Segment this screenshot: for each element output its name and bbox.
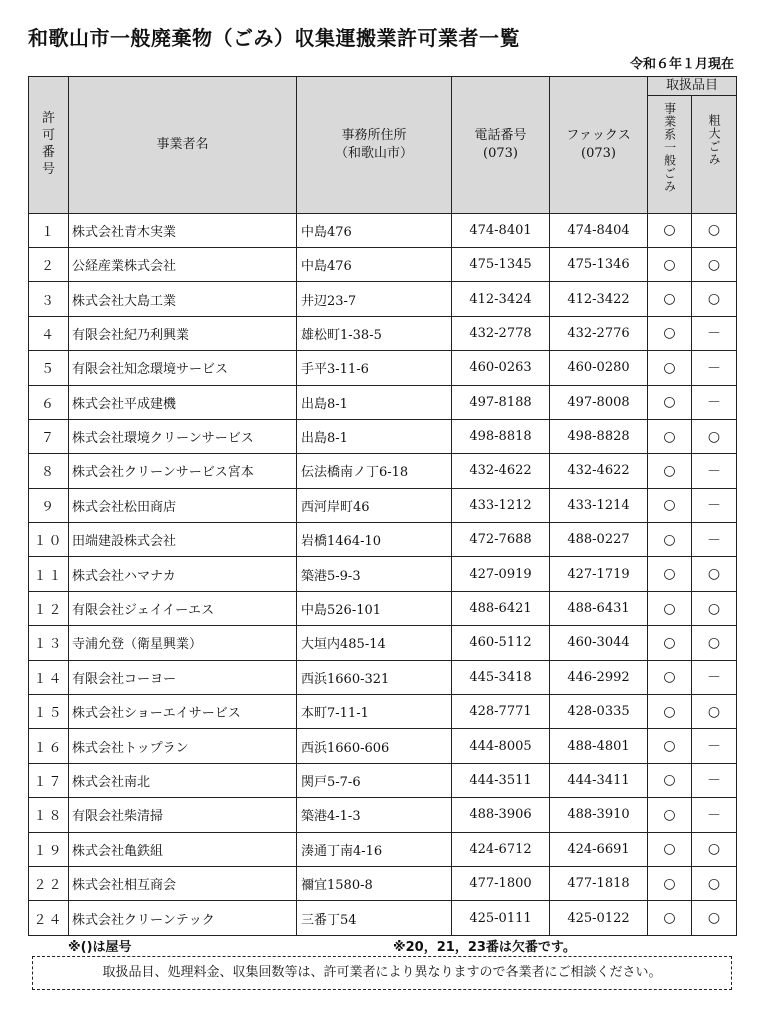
table-row: [29, 213, 737, 247]
fax-cell: 427-1719: [550, 557, 648, 591]
business-waste-mark: ○: [648, 454, 692, 488]
footnote-missing-numbers: ※20，21，23番は欠番です。: [393, 940, 576, 955]
address-cell: 井辺23-7: [297, 282, 452, 316]
business-waste-mark: ○: [648, 351, 692, 385]
business-waste-mark: ○: [648, 591, 692, 625]
table-row: [29, 832, 737, 866]
address-cell: 雄松町1-38-5: [297, 316, 452, 350]
tel-cell: 460-0263: [452, 351, 550, 385]
business-waste-mark: ○: [648, 660, 692, 694]
address-cell: 大垣内485-14: [297, 626, 452, 660]
address-cell: 西浜1660-606: [297, 729, 452, 763]
table-row: [29, 557, 737, 591]
tel-cell: 488-6421: [452, 591, 550, 625]
tel-cell: 424-6712: [452, 832, 550, 866]
footnote-trade-name: ※()は屋号: [68, 940, 132, 955]
address-cell: 出島8-1: [297, 419, 452, 453]
tel-cell: 445-3418: [452, 660, 550, 694]
company-name-cell: 株式会社ショーエイサービス: [69, 695, 297, 729]
header-permit-no-2: 可: [41, 127, 55, 143]
bulky-waste-mark: ○: [692, 695, 737, 729]
fax-cell: 498-8828: [550, 419, 648, 453]
table-row: [29, 247, 737, 281]
fax-cell: 446-2992: [550, 660, 648, 694]
address-cell: 築港4-1-3: [297, 798, 452, 832]
tel-cell: 433-1212: [452, 488, 550, 522]
business-waste-mark: ○: [648, 763, 692, 797]
table-row: [29, 282, 737, 316]
fax-cell: 428-0335: [550, 695, 648, 729]
fax-cell: 432-4622: [550, 454, 648, 488]
fax-cell: 475-1346: [550, 247, 648, 281]
table-row: [29, 626, 737, 660]
company-name-cell: 田端建設株式会社: [69, 523, 297, 557]
permit-no-cell: ９: [29, 488, 69, 522]
tel-cell: 432-2778: [452, 316, 550, 350]
address-cell: 築港5-9-3: [297, 557, 452, 591]
table-row: [29, 385, 737, 419]
tel-cell: 474-8401: [452, 213, 550, 247]
fax-cell: 477-1818: [550, 866, 648, 900]
company-name-cell: 株式会社環境クリーンサービス: [69, 419, 297, 453]
tel-cell: 412-3424: [452, 282, 550, 316]
tel-cell: 477-1800: [452, 866, 550, 900]
permit-no-cell: １: [29, 213, 69, 247]
bulky-waste-mark: －: [692, 798, 737, 832]
tel-cell: 497-8188: [452, 385, 550, 419]
permit-no-cell: ２４: [29, 901, 69, 935]
company-name-cell: 株式会社松田商店: [69, 488, 297, 522]
address-cell: 関戸5-7-6: [297, 763, 452, 797]
table-row: [29, 695, 737, 729]
fax-cell: 425-0122: [550, 901, 648, 935]
company-name-cell: 株式会社南北: [69, 763, 297, 797]
fax-cell: 474-8404: [550, 213, 648, 247]
tel-cell: 488-3906: [452, 798, 550, 832]
fax-cell: 460-3044: [550, 626, 648, 660]
table-row: [29, 351, 737, 385]
tel-cell: 475-1345: [452, 247, 550, 281]
company-name-cell: 株式会社トップラン: [69, 729, 297, 763]
header-tel-line2: (073): [483, 145, 518, 161]
permit-no-cell: ２: [29, 247, 69, 281]
fax-cell: 488-4801: [550, 729, 648, 763]
company-name-cell: 有限会社コーヨー: [69, 660, 297, 694]
table-row: [29, 591, 737, 625]
table-row: [29, 523, 737, 557]
page-title: 和歌山市一般廃棄物（ごみ）収集運搬業許可業者一覧: [28, 26, 520, 50]
business-waste-mark: ○: [648, 557, 692, 591]
tel-cell: 427-0919: [452, 557, 550, 591]
company-name-cell: 株式会社平成建機: [69, 385, 297, 419]
address-cell: 伝法橋南ノ丁6-18: [297, 454, 452, 488]
address-cell: 三番丁54: [297, 901, 452, 935]
business-waste-mark: ○: [648, 866, 692, 900]
tel-cell: 460-5112: [452, 626, 550, 660]
table-row: [29, 419, 737, 453]
tel-cell: 498-8818: [452, 419, 550, 453]
header-address-line2: （和歌山市）: [334, 145, 413, 161]
permit-no-cell: １５: [29, 695, 69, 729]
address-cell: 手平3-11-6: [297, 351, 452, 385]
company-name-cell: 有限会社柴清掃: [69, 798, 297, 832]
header-permit-no-4: 号: [41, 161, 55, 177]
header-permit-no-1: 許: [41, 110, 55, 126]
tel-cell: 425-0111: [452, 901, 550, 935]
fax-cell: 460-0280: [550, 351, 648, 385]
bulky-waste-mark: ○: [692, 591, 737, 625]
business-waste-mark: ○: [648, 488, 692, 522]
business-waste-mark: ○: [648, 695, 692, 729]
header-fax-line2: (073): [581, 145, 616, 161]
bulky-waste-mark: ○: [692, 832, 737, 866]
table-row: [29, 729, 737, 763]
permit-no-cell: ５: [29, 351, 69, 385]
business-waste-mark: ○: [648, 626, 692, 660]
permit-no-cell: １０: [29, 523, 69, 557]
bulky-waste-mark: ○: [692, 213, 737, 247]
header-tel-line1: 電話番号: [474, 128, 527, 144]
bulky-waste-mark: －: [692, 523, 737, 557]
permit-no-cell: １７: [29, 763, 69, 797]
business-waste-mark: ○: [648, 385, 692, 419]
fax-cell: 497-8008: [550, 385, 648, 419]
business-waste-mark: ○: [648, 213, 692, 247]
business-waste-mark: ○: [648, 523, 692, 557]
address-cell: 西河岸町46: [297, 488, 452, 522]
permit-no-cell: １２: [29, 591, 69, 625]
permit-no-cell: １８: [29, 798, 69, 832]
header-business-waste-text: 事業系一般ごみ: [662, 101, 677, 193]
header-name: 事業者名: [69, 77, 297, 214]
address-cell: 西浜1660-321: [297, 660, 452, 694]
company-name-cell: 有限会社知念環境サービス: [69, 351, 297, 385]
header-address-line1: 事務所住所: [341, 128, 407, 144]
table-row: [29, 660, 737, 694]
notice-box: 取扱品目、処理料金、収集回数等は、許可業者により異なりますので各業者にご相談ください。: [32, 956, 732, 990]
header-bulky-waste-text: 粗大ごみ: [707, 113, 722, 166]
address-cell: 中島526-101: [297, 591, 452, 625]
header-tel: [452, 77, 550, 214]
business-waste-mark: ○: [648, 247, 692, 281]
header-address: [297, 77, 452, 214]
table-row: [29, 488, 737, 522]
table-row: [29, 866, 737, 900]
business-waste-mark: ○: [648, 316, 692, 350]
bulky-waste-mark: －: [692, 316, 737, 350]
fax-cell: 433-1214: [550, 488, 648, 522]
company-name-cell: 有限会社ジェイイーエス: [69, 591, 297, 625]
permit-no-cell: ４: [29, 316, 69, 350]
company-name-cell: 株式会社クリーンサービス宮本: [69, 454, 297, 488]
bulky-waste-mark: ○: [692, 866, 737, 900]
bulky-waste-mark: －: [692, 660, 737, 694]
table-row: [29, 901, 737, 935]
address-cell: 中島476: [297, 247, 452, 281]
bulky-waste-mark: －: [692, 763, 737, 797]
fax-cell: 424-6691: [550, 832, 648, 866]
table-row: [29, 454, 737, 488]
header-fax-line1: ファックス: [566, 128, 631, 144]
tel-cell: 472-7688: [452, 523, 550, 557]
fax-cell: 432-2776: [550, 316, 648, 350]
business-waste-mark: ○: [648, 901, 692, 935]
permit-no-cell: ８: [29, 454, 69, 488]
address-cell: 禰宜1580-8: [297, 866, 452, 900]
fax-cell: 488-0227: [550, 523, 648, 557]
table-row: [29, 798, 737, 832]
address-cell: 中島476: [297, 213, 452, 247]
address-cell: 岩橋1464-10: [297, 523, 452, 557]
business-waste-mark: ○: [648, 282, 692, 316]
bulky-waste-mark: ○: [692, 901, 737, 935]
tel-cell: 444-8005: [452, 729, 550, 763]
header-bulky-waste: [692, 95, 737, 213]
company-name-cell: 株式会社クリーンテック: [69, 901, 297, 935]
bulky-waste-mark: －: [692, 351, 737, 385]
tel-cell: 432-4622: [452, 454, 550, 488]
permit-no-cell: １３: [29, 626, 69, 660]
permit-no-cell: １４: [29, 660, 69, 694]
bulky-waste-mark: －: [692, 385, 737, 419]
company-name-cell: 株式会社相互商会: [69, 866, 297, 900]
company-name-cell: 株式会社青木実業: [69, 213, 297, 247]
fax-cell: 444-3411: [550, 763, 648, 797]
permit-no-cell: ６: [29, 385, 69, 419]
address-cell: 本町7-11-1: [297, 695, 452, 729]
table-row: [29, 316, 737, 350]
as-of-date: 令和６年１月現在: [629, 57, 734, 72]
bulky-waste-mark: －: [692, 488, 737, 522]
header-permit-no-3: 番: [41, 144, 55, 160]
address-cell: 出島8-1: [297, 385, 452, 419]
company-name-cell: 公経産業株式会社: [69, 247, 297, 281]
bulky-waste-mark: ○: [692, 557, 737, 591]
permit-no-cell: ２２: [29, 866, 69, 900]
permit-no-cell: ７: [29, 419, 69, 453]
bulky-waste-mark: ○: [692, 282, 737, 316]
bulky-waste-mark: －: [692, 454, 737, 488]
permit-holders-table: [28, 76, 737, 936]
fax-cell: 488-3910: [550, 798, 648, 832]
company-name-cell: 株式会社亀鉄組: [69, 832, 297, 866]
bulky-waste-mark: －: [692, 729, 737, 763]
fax-cell: 488-6431: [550, 591, 648, 625]
fax-cell: 412-3422: [550, 282, 648, 316]
bulky-waste-mark: ○: [692, 626, 737, 660]
company-name-cell: 寺浦允登（衛星興業）: [69, 626, 297, 660]
bulky-waste-mark: ○: [692, 247, 737, 281]
company-name-cell: 株式会社大島工業: [69, 282, 297, 316]
header-business-waste: [648, 95, 692, 213]
permit-no-cell: ３: [29, 282, 69, 316]
bulky-waste-mark: ○: [692, 419, 737, 453]
permit-no-cell: １９: [29, 832, 69, 866]
business-waste-mark: ○: [648, 798, 692, 832]
header-fax: [550, 77, 648, 214]
business-waste-mark: ○: [648, 729, 692, 763]
company-name-cell: 有限会社紀乃利興業: [69, 316, 297, 350]
header-handling: 取扱品目: [648, 77, 737, 96]
business-waste-mark: ○: [648, 832, 692, 866]
company-name-cell: 株式会社ハマナカ: [69, 557, 297, 591]
tel-cell: 428-7771: [452, 695, 550, 729]
permit-no-cell: １１: [29, 557, 69, 591]
business-waste-mark: ○: [648, 419, 692, 453]
table-row: [29, 763, 737, 797]
header-permit-no: [29, 77, 69, 214]
tel-cell: 444-3511: [452, 763, 550, 797]
address-cell: 湊通丁南4-16: [297, 832, 452, 866]
permit-no-cell: １６: [29, 729, 69, 763]
